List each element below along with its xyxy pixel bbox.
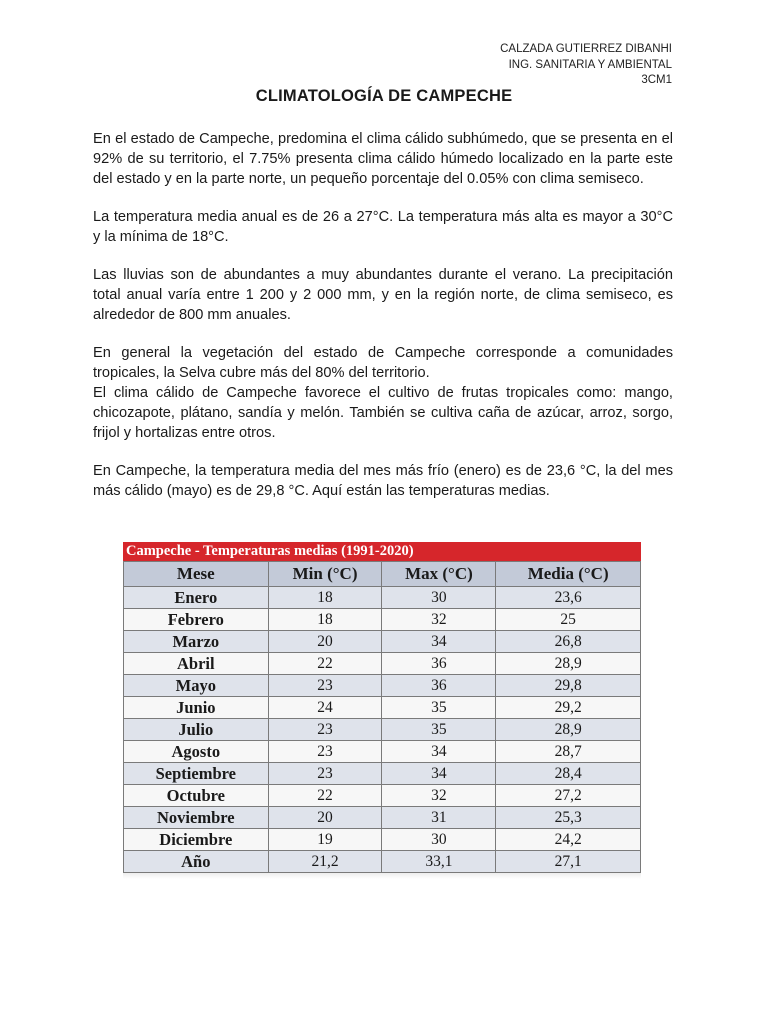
cell-min: 18	[268, 587, 382, 609]
cell-max: 35	[382, 719, 496, 741]
author-block	[500, 42, 672, 89]
temperature-table	[123, 561, 641, 873]
cell-max: 31	[382, 807, 496, 829]
author-program: ING. SANITARIA Y AMBIENTAL	[508, 58, 672, 71]
cell-min: 22	[268, 653, 382, 675]
cell-mean: 25	[496, 609, 641, 631]
cell-max: 32	[382, 785, 496, 807]
table-header-row	[124, 562, 641, 587]
table-row	[124, 587, 641, 609]
cell-max: 30	[382, 587, 496, 609]
header-month: Mese	[124, 562, 269, 587]
cell-month: Abril	[124, 653, 269, 675]
cell-max: 36	[382, 653, 496, 675]
document-body	[93, 129, 673, 501]
paragraph-climate: En el estado de Campeche, predomina el clima cálido subhúmedo, que se presenta en el 92% de su territorio, el 7.75% presenta clima cálido húmedo localizado en la parte este del estado y en la parte norte, un pequeño porcentaje del 0.05% con clima semiseco.	[93, 131, 673, 187]
table-row	[124, 785, 641, 807]
paragraph-vegetation: En general la vegetación del estado de Campeche corresponde a comunidades tropicales, la Selva cubre más del 80% del territorio.	[93, 345, 673, 381]
cell-max: 34	[382, 763, 496, 785]
cell-max: 32	[382, 609, 496, 631]
cell-month: Año	[124, 851, 269, 873]
cell-mean: 27,1	[496, 851, 641, 873]
table-caption: Campeche - Temperaturas medias (1991-2020)	[123, 542, 641, 561]
author-group: 3CM1	[641, 74, 672, 86]
table-row	[124, 697, 641, 719]
header-mean: Media (°C)	[496, 562, 641, 587]
cell-min: 22	[268, 785, 382, 807]
cell-mean: 28,9	[496, 719, 641, 741]
cell-month: Junio	[124, 697, 269, 719]
cell-mean: 29,8	[496, 675, 641, 697]
cell-mean: 28,4	[496, 763, 641, 785]
cell-month: Marzo	[124, 631, 269, 653]
cell-month: Octubre	[124, 785, 269, 807]
cell-min: 23	[268, 719, 382, 741]
cell-max: 35	[382, 697, 496, 719]
table-body	[124, 587, 641, 873]
cell-mean: 28,7	[496, 741, 641, 763]
paragraph-rainfall: Las lluvias son de abundantes a muy abundantes durante el verano. La precipitación total anual varía entre 1 200 y 2 000 mm, y en la región norte, de clima semiseco, es alrededor de 800 mm anuales.	[93, 267, 673, 323]
cell-min: 23	[268, 741, 382, 763]
cell-month: Febrero	[124, 609, 269, 631]
cell-min: 19	[268, 829, 382, 851]
cell-month: Enero	[124, 587, 269, 609]
cell-month: Septiembre	[124, 763, 269, 785]
cell-min: 20	[268, 631, 382, 653]
cell-mean: 28,9	[496, 653, 641, 675]
cell-max: 34	[382, 741, 496, 763]
cell-mean: 29,2	[496, 697, 641, 719]
cell-max: 30	[382, 829, 496, 851]
cell-max: 36	[382, 675, 496, 697]
header-max: Max (°C)	[382, 562, 496, 587]
cell-month: Diciembre	[124, 829, 269, 851]
cell-month: Agosto	[124, 741, 269, 763]
temperature-table-figure	[123, 542, 641, 879]
cell-min: 23	[268, 675, 382, 697]
table-row	[124, 763, 641, 785]
page-title: CLIMATOLOGÍA DE CAMPECHE	[255, 87, 513, 105]
cell-max: 33,1	[382, 851, 496, 873]
cell-min: 21,2	[268, 851, 382, 873]
table-row	[124, 851, 641, 873]
paragraph-monthly-intro: En Campeche, la temperatura media del mes más frío (enero) es de 23,6 °C, la del mes más cálido (mayo) es de 29,8 °C. Aquí están las temperaturas medias.	[93, 463, 673, 499]
table-row	[124, 829, 641, 851]
cell-month: Noviembre	[124, 807, 269, 829]
table-row	[124, 807, 641, 829]
cell-min: 20	[268, 807, 382, 829]
table-row	[124, 631, 641, 653]
cell-mean: 27,2	[496, 785, 641, 807]
cell-min: 24	[268, 697, 382, 719]
cell-mean: 25,3	[496, 807, 641, 829]
header-min: Min (°C)	[268, 562, 382, 587]
paragraph-crops: El clima cálido de Campeche favorece el cultivo de frutas tropicales como: mango, chicozapote, plátano, sandía y melón. También se cultiva caña de azúcar, arroz, sorgo, frijol y hortalizas entre otros.	[93, 385, 673, 441]
cell-mean: 23,6	[496, 587, 641, 609]
paragraph-temperature: La temperatura media anual es de 26 a 27°C. La temperatura más alta es mayor a 30°C y la mínima de 18°C.	[93, 209, 673, 245]
author-name: CALZADA GUTIERREZ DIBANHI	[500, 43, 672, 55]
table-row	[124, 719, 641, 741]
table-row	[124, 609, 641, 631]
cell-max: 34	[382, 631, 496, 653]
cell-min: 18	[268, 609, 382, 631]
table-row	[124, 741, 641, 763]
table-row	[124, 653, 641, 675]
cell-mean: 26,8	[496, 631, 641, 653]
table-row	[124, 675, 641, 697]
cell-month: Julio	[124, 719, 269, 741]
cell-mean: 24,2	[496, 829, 641, 851]
table-shadow	[123, 873, 641, 879]
cell-min: 23	[268, 763, 382, 785]
cell-month: Mayo	[124, 675, 269, 697]
